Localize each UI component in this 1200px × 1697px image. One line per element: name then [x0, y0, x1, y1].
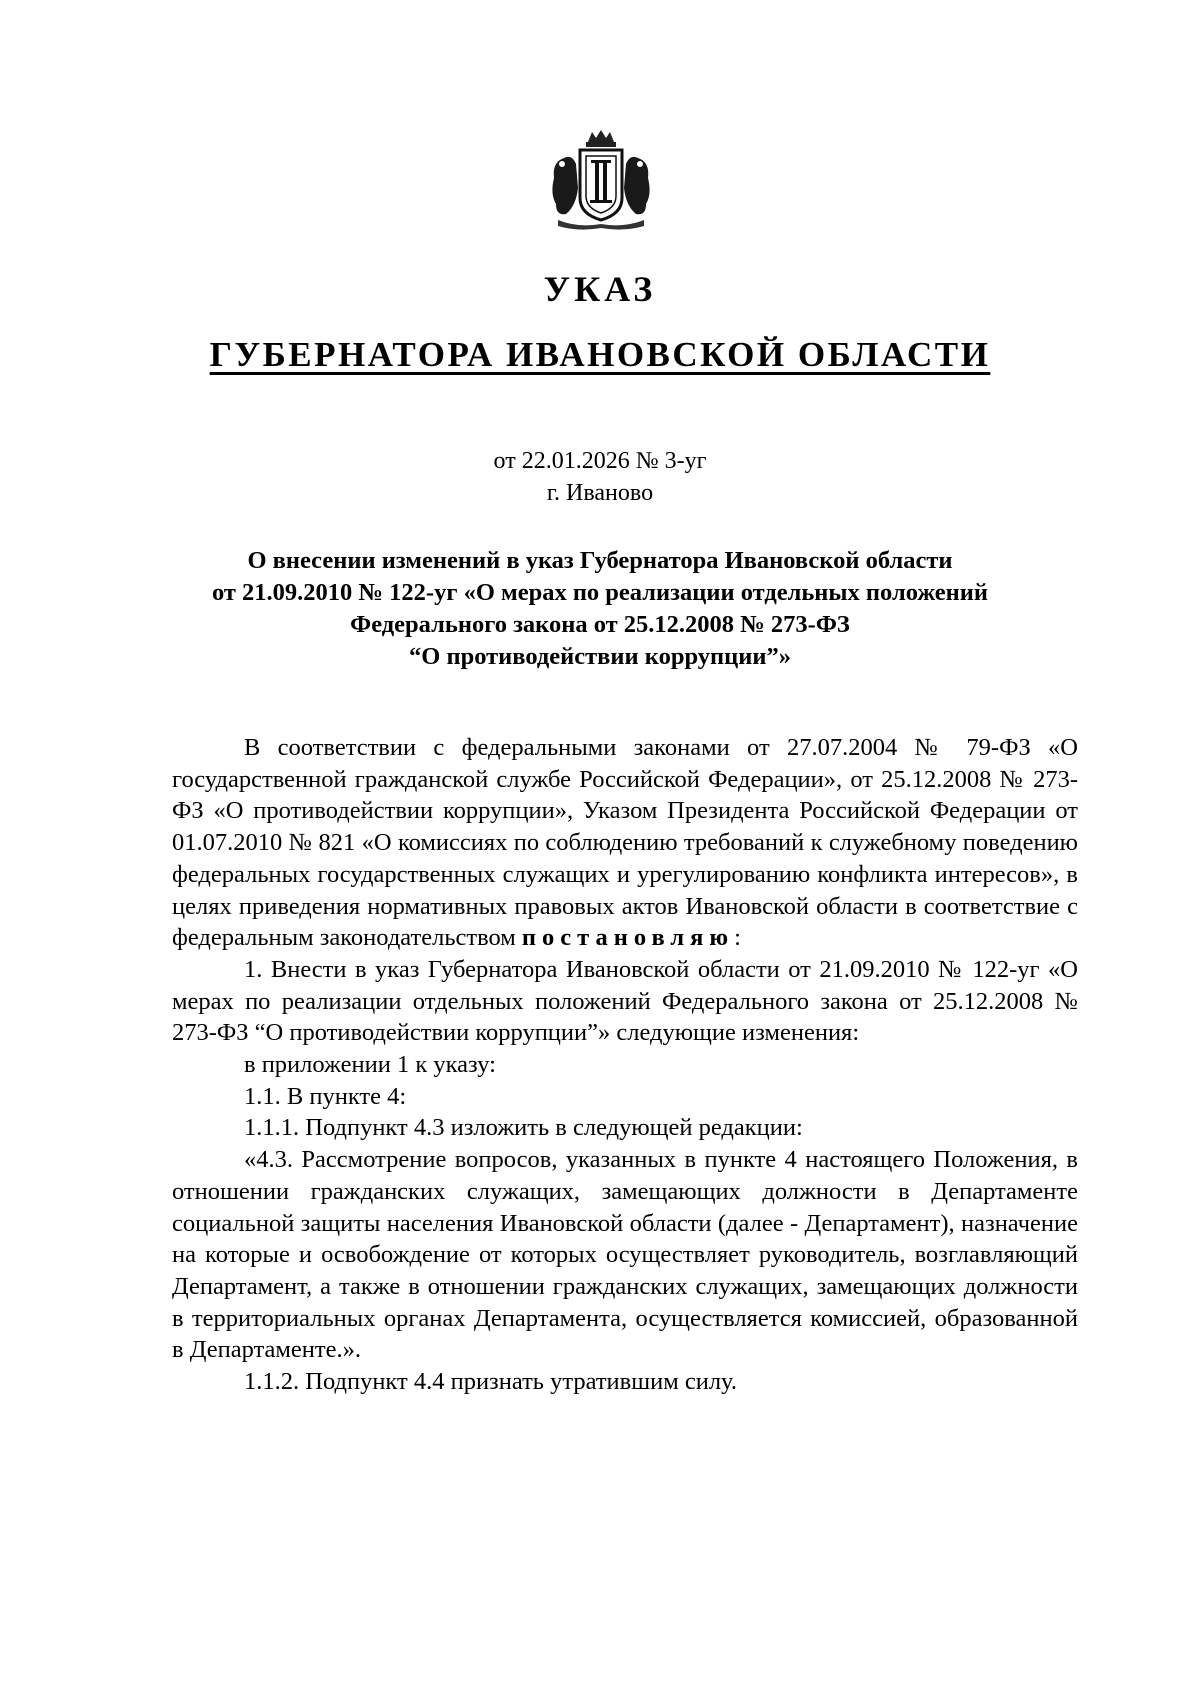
paragraph-1: 1. Внести в указ Губернатора Ивановской области от 21.09.2010 № 122-уг «О мерах по реализации отдельных положений Федерального закона от 25.12.2008 № 273-ФЗ “О противодействии коррупции”» следующие изменения: [172, 955, 1078, 1047]
document-meta [0, 445, 1200, 509]
issuer-title-text: ГУБЕРНАТОРА ИВАНОВСКОЙ ОБЛАСТИ [209, 335, 991, 374]
issuer-title [0, 335, 1200, 375]
heading-line-3: Федерального закона от 25.12.2008 № 273-ФЗ [350, 611, 850, 638]
paragraph-4-3-text: «4.3. Рассмотрение вопросов, указанных в пункте 4 настоящего Положения, в отношении гражданских служащих, замещающих должности в Департаменте социальной защиты населения Ивановской области (далее - Департамент), назначение на которые и освобождение от которых осуществляет руководитель, возглавляющий Департамент, а также в отношении гражданских служащих, замещающих должности в территориальных органах Департамента, осуществляется комиссией, образованной в Департаменте.». [172, 1146, 1078, 1364]
document-date-number: от 22.01.2026 № 3-уг [493, 448, 707, 474]
document-body [172, 732, 1078, 1398]
decree-colon: : [734, 924, 741, 952]
paragraph-annex: в приложении 1 к указу: [244, 1051, 496, 1079]
paragraph-1-1: 1.1. В пункте 4: [244, 1082, 407, 1110]
preamble-text: В соответствии с федеральными законами от 27.07.2004 № 79-ФЗ «О государственной гражданской службе Российской Федерации», от 25.12.2008 № 273-ФЗ «О противодействии коррупции», Указом Президента Российской Федерации от 01.07.2010 № 821 «О комиссиях по соблюдению требований к служебному поведению федеральных государственных служащих и урегулированию конфликта интересов», в целях приведения нормативных правовых актов Ивановской области в соответствие с федеральным законодательством [172, 734, 1078, 952]
document-city: г. Иваново [546, 480, 654, 506]
ivanovo-coat-of-arms-icon [548, 128, 654, 232]
document-type-title: УКАЗ [543, 269, 657, 309]
heading-line-4: “О противодействии коррупции”» [409, 643, 791, 670]
heading-line-1: О внесении изменений в указ Губернатора Ивановской области [247, 547, 953, 574]
preamble-paragraph [172, 732, 1078, 954]
paragraph-1-1-1: 1.1.1. Подпункт 4.3 изложить в следующей редакции: [244, 1114, 803, 1142]
heading-line-2: от 21.09.2010 № 122-уг «О мерах по реализации отдельных положений [211, 579, 989, 606]
decree-word: постановляю [521, 924, 735, 952]
document-heading [100, 545, 1100, 673]
paragraph-1-1-2: 1.1.2. Подпункт 4.4 признать утратившим силу. [244, 1368, 737, 1396]
